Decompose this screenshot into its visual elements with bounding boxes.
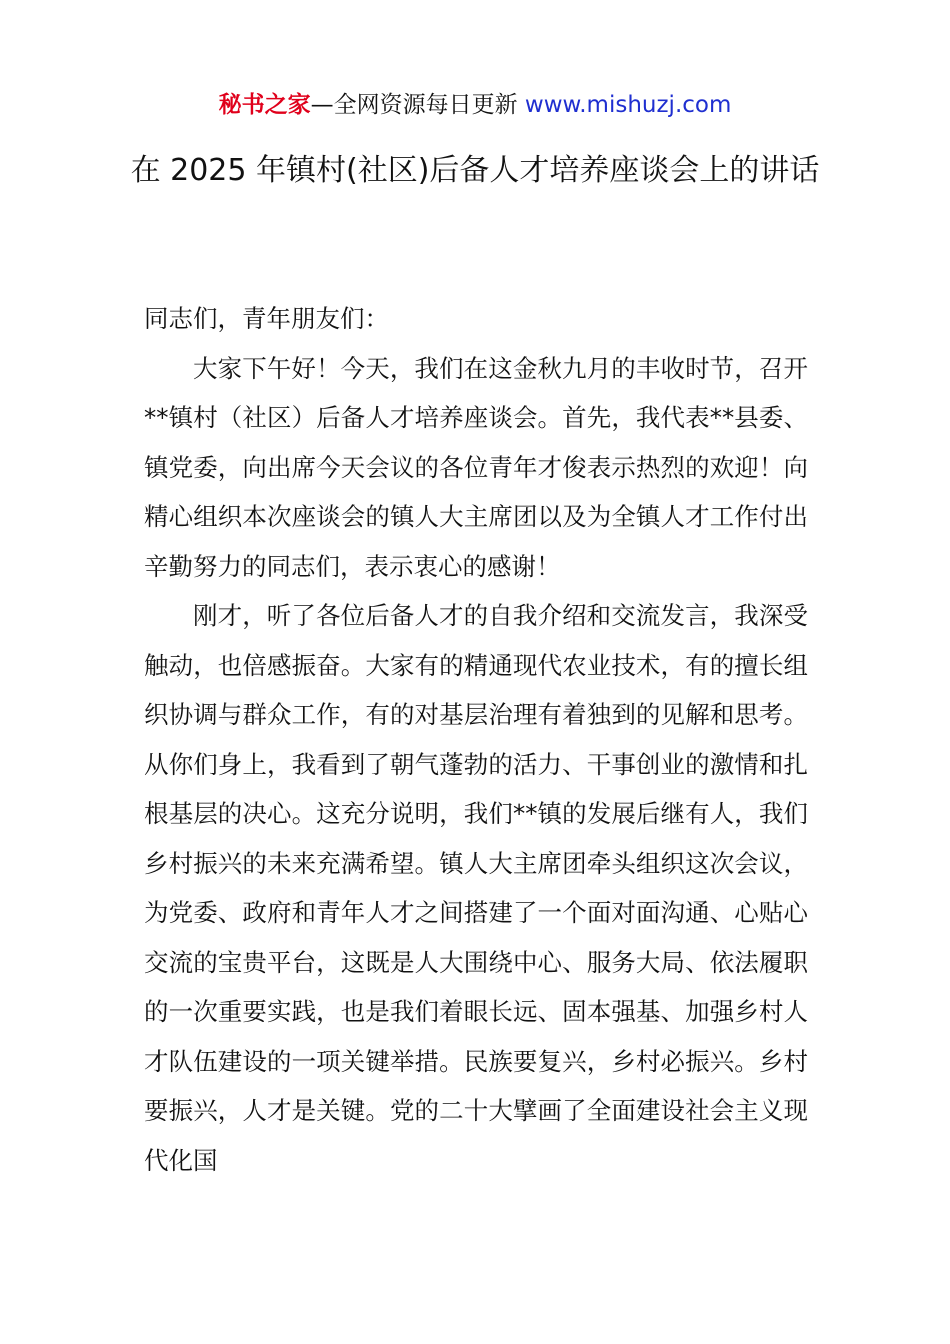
site-url-link[interactable]: www.mishuzj.com bbox=[524, 92, 732, 118]
site-name: 秘书之家 bbox=[218, 92, 311, 118]
site-tagline: —全网资源每日更新 bbox=[310, 92, 518, 118]
salutation: 同志们，青年朋友们： bbox=[144, 304, 389, 333]
document-body bbox=[144, 294, 808, 1185]
paragraph: 大家下午好！今天，我们在这金秋九月的丰收时节，召开**镇村（社区）后备人才培养座谈会。首先，我代表**县委、镇党委，向出席今天会议的各位青年才俊表示热烈的欢迎！向精心组织本次座谈会的镇人大主席团以及为全镇人才工作付出辛勤努力的同志们，表示衷心的感谢！ bbox=[144, 353, 808, 581]
site-header bbox=[0, 88, 950, 122]
paragraph: 刚才，听了各位后备人才的自我介绍和交流发言，我深受触动，也倍感振奋。大家有的精通现代农业技术，有的擅长组织协调与群众工作，有的对基层治理有着独到的见解和思考。从你们身上，我看到了朝气蓬勃的活力、干事创业的激情和扎根基层的决心。这充分说明，我们**镇的发展后继有人，我们乡村振兴的未来充满希望。镇人大主席团牵头组织这次会议，为党委、政府和青年人才之间搭建了一个面对面沟通、心贴心交流的宝贵平台，这既是人大围绕中心、服务大局、依法履职的一次重要实践，也是我们着眼长远、固本强基、加强乡村人才队伍建设的一项关键举措。民族要复兴，乡村必振兴。乡村要振兴，人才是关键。党的二十大擘画了全面建设社会主义现代化国 bbox=[144, 601, 808, 1175]
document-title: 在 2025 年镇村(社区)后备人才培养座谈会上的讲话 bbox=[130, 153, 820, 188]
